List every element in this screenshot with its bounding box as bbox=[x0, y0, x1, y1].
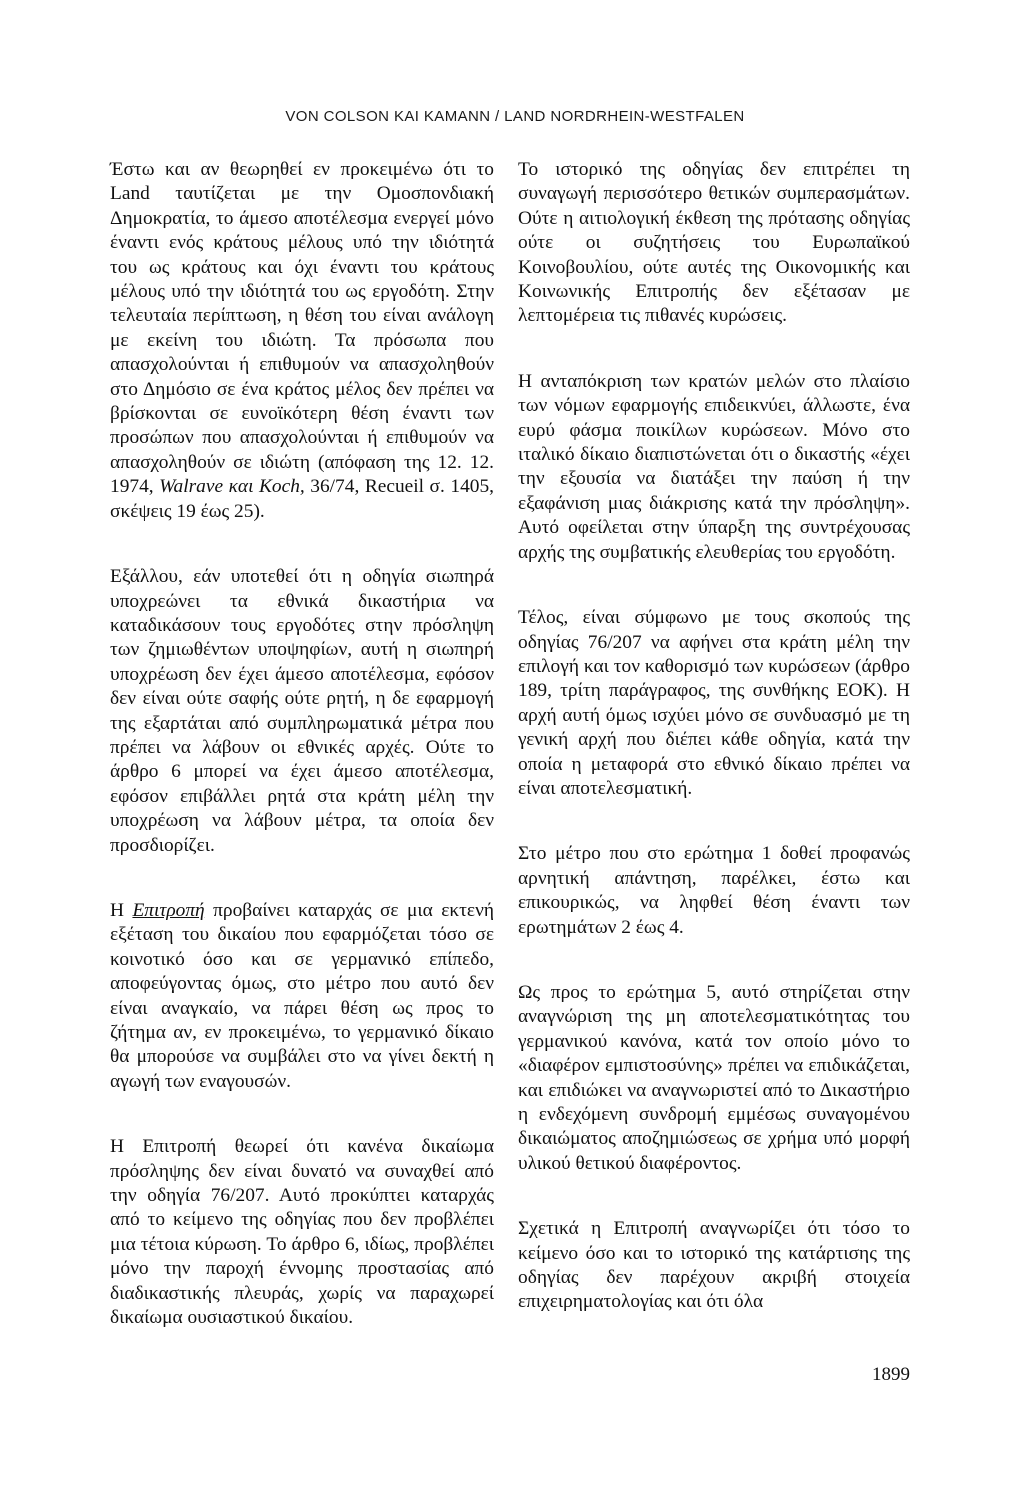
case-name: Walrave και Koch, bbox=[159, 476, 305, 498]
paragraph-right-3: Τέλος, είναι σύμφωνο με τους σκοπούς της οδηγίας 76/207 να αφήνει στα κράτη μέλη την επιλογή και τον καθορισμό των κυρώσεων (άρθρο 189, τρίτη παράγραφος, της συνθήκης ΕΟΚ). Η αρχή αυτή όμως ισχύει μόνο σε συνδυασμό με τη γενική αρχή που διέπει κάθε οδηγία, κατά την οποία η μεταφορά στο εθνικό δίκαιο πρέπει να είναι αποτελεσματική. bbox=[518, 607, 910, 799]
right-column bbox=[518, 158, 910, 1315]
paragraph-text: Έστω και αν θεωρηθεί εν προκειμένω ότι το Land ταυτίζεται με την Ομοσπονδιακή Δημοκρατία, το άμεσο αποτέλεσμα ενεργεί μόνο έναντι ενός κράτους μέλους υπό την ιδιότητά του ως κράτους και όχι έναντι του κράτους μέλους υπό την ιδιότητά του ως εργοδότη. Στην τελευταία περίπτωση, η θέση του είναι ανάλογη με εκείνη του ιδιώτη. Τα πρόσωπα που απασχολούνται ή επιθυμούν να απασχοληθούν στο Δημόσιο σε ένα κράτος μέλος δεν πρέπει να βρίσκονται σε ευνοϊκότερη θέση έναντι των προσώπων που απασχολούνται ή επιθυμούν να απασχοληθούν σε ιδιώτη (απόφαση της 12. 12. 1974, bbox=[110, 159, 494, 498]
paragraph-right-1: Το ιστορικό της οδηγίας δεν επιτρέπει τη συναγωγή περισσότερο θετικών συμπερασμάτων. Ούτε η αιτιολογική έκθεση της πρότασης οδηγίας ούτε οι συζητήσεις του Ευρωπαϊκού Κοινοβουλίου, ούτε αυτές της Οικονομικής και Κοινωνικής Επιτροπής δεν εξέτασαν με λεπτομέρεια τις πιθανές κυρώσεις. bbox=[518, 159, 910, 327]
running-header: VON COLSON KAI KAMANN / LAND NORDRHEIN-WESTFALEN bbox=[285, 108, 745, 125]
paragraph-text: Η bbox=[110, 899, 133, 921]
paragraph-right-2: Η ανταπόκριση των κρατών μελών στο πλαίσιο των νόμων εφαρμογής επιδεικνύει, άλλωστε, ένα ευρύ φάσμα ποικίλων κυρώσεων. Μόνο στο ιταλικό δίκαιο διαπιστώνεται ότι ο δικαστής «έχει την εξουσία να διατάξει την παύση ή την εξαφάνιση μιας διάκρισης κατά την πρόσληψη». Αυτό οφείλεται στην ύπαρξη της συντρέχουσας αρχής της συμβατικής ελευθερίας του εργοδότη. bbox=[518, 370, 910, 563]
page-number: 1899 bbox=[872, 1364, 910, 1385]
paragraph-right-5: Ως προς το ερώτημα 5, αυτό στηρίζεται στην αναγνώριση της μη αποτελεσματικότητας του γερμανικού κανόνα, κατά τον οποίο μόνο το «διαφέρον εμπιστοσύνης» πρέπει να επιδικάζεται, και επιδιώκει να αναγνωριστεί από το Δικαστήριο η ενδεχόμενη συνδρομή εμμέσως συναγομένου δικαιώματος αποζημιώσεως σε χρήμα υπό μορφή υλικού θετικού διαφέροντος. bbox=[518, 981, 910, 1174]
paragraph-left-4: Η Επιτροπή θεωρεί ότι κανένα δικαίωμα πρόσληψης δεν είναι δυνατό να συναχθεί από την οδηγία 76/207. Αυτό προκύπτει καταρχάς από το κείμενο της οδηγίας που δεν προβλέπει μια τέτοια κύρωση. Το άρθρο 6, ιδίως, προβλέπει μόνο την παροχή έννομης προστασίας από διαδικαστικής πλευράς, χωρίς να παραχωρεί δικαίωμα ουσιαστικού δικαίου. bbox=[110, 1136, 494, 1329]
paragraph-text: προβαίνει καταρχάς σε μια εκτενή εξέταση του δικαίου που εφαρμόζεται τόσο σε κοινοτικό όσο και σε γερμανικό επίπεδο, αποφεύγοντας όμως, στο μέτρο που αυτό δεν είναι αναγκαίο, να πάρει θέση ως προς το ζήτημα αν, εν προκειμένω, το γερμανικό δίκαιο θα μπορούσε να συμβάλει στο να γίνει δεκτή η αγωγή των εναγουσών. bbox=[110, 899, 494, 1092]
case-citation: 36/74, Recueil σ. 1405, σκέψεις 19 έως 25). bbox=[110, 476, 495, 522]
paragraph-left-2: Εξάλλου, εάν υποτεθεί ότι η οδηγία σιωπηρά υποχρεώνει τα εθνικά δικαστήρια να καταδικάσουν τους εργοδότες στην πρόσληψη των ζημιωθέντων υποψηφίων, αυτή η σιωπηρή υποχρέωση δεν έχει άμεσο αποτέλεσμα, εφόσον δεν είναι ούτε σαφής ούτε ρητή, η δε εφαρμογή της εξαρτάται από συμπληρωματικά μέτρα που πρέπει να λάβουν οι εθνικές αρχές. Ούτε το άρθρο 6 μπορεί να έχει άμεσο αποτέλεσμα, εφόσον επιβάλλει ρητά στα κράτη μέλη την υποχρέωση να λάβουν μέτρα, τα οποία δεν προσδιορίζει. bbox=[110, 566, 494, 856]
emphasized-term: Επιτροπή bbox=[132, 899, 205, 921]
paragraph-right-6: Σχετικά η Επιτροπή αναγνωρίζει ότι τόσο το κείμενο όσο και το ιστορικό της κατάρτισης της οδηγίας δεν παρέχουν ακριβή στοιχεία επιχειρηματολογίας και ότι όλα bbox=[518, 1218, 910, 1313]
paragraph-left-3 bbox=[110, 899, 494, 1094]
paragraph-right-4: Στο μέτρο που στο ερώτημα 1 δοθεί προφανώς αρνητική απάντηση, παρέλκει, έστω και επικουρικώς, να ληφθεί θέση έναντι των ερωτημάτων 2 έως 4. bbox=[518, 843, 910, 938]
paragraph-left-1 bbox=[110, 158, 494, 524]
left-column bbox=[110, 158, 494, 1330]
